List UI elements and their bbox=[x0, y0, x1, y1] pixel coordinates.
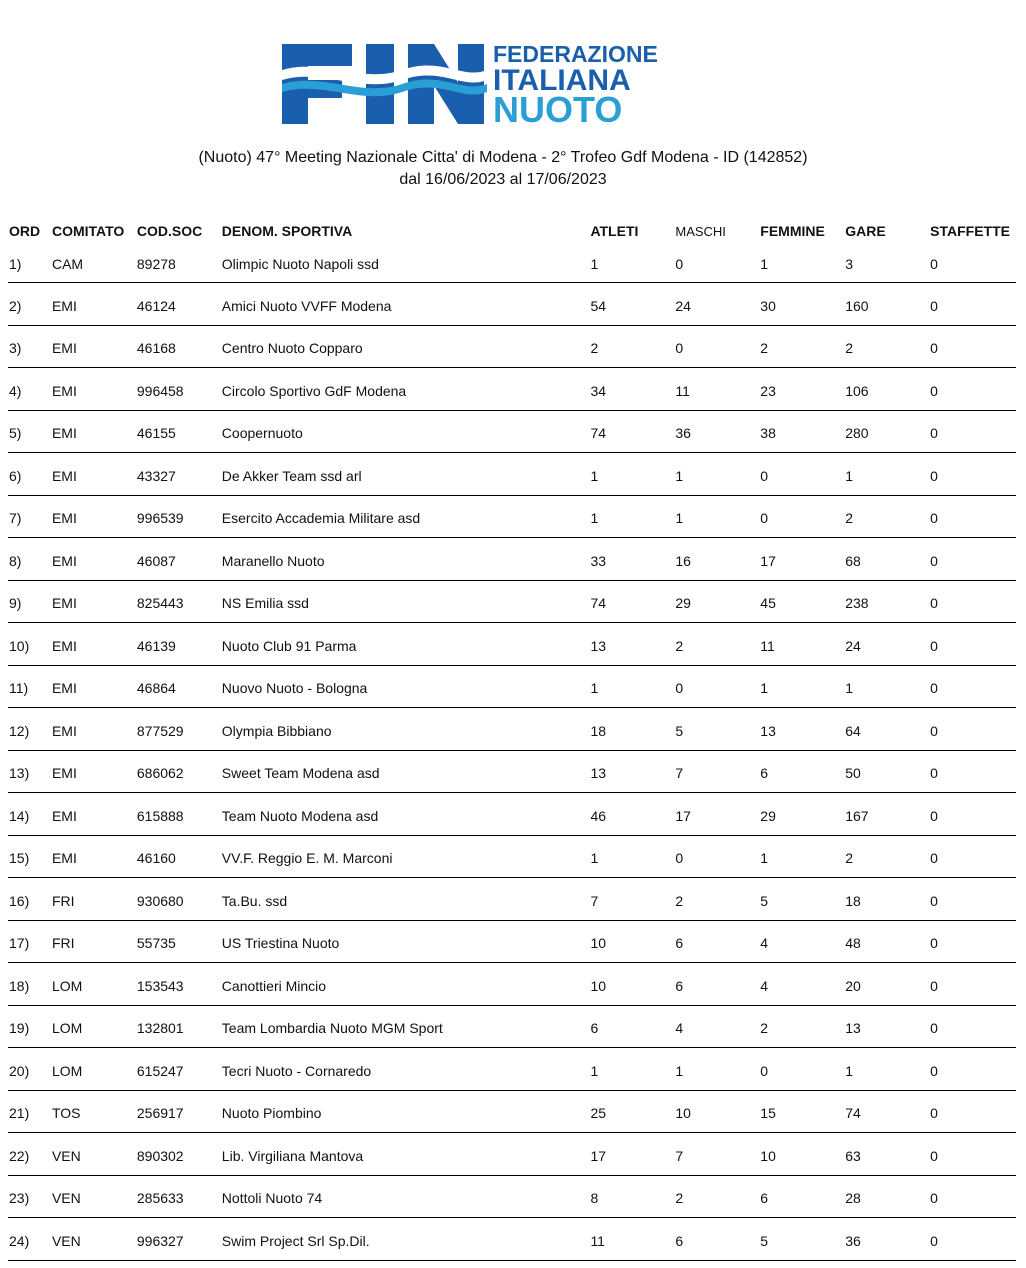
cell-ord: 9) bbox=[9, 595, 22, 612]
cell-sta: 0 bbox=[930, 807, 938, 824]
cell-cod: 132801 bbox=[136, 1020, 184, 1037]
cell-ord: 17) bbox=[9, 935, 30, 952]
cell-sta: 0 bbox=[930, 340, 938, 357]
cell-gar: 1 bbox=[845, 467, 853, 484]
cell-fem: 10 bbox=[760, 1147, 776, 1164]
cell-ord: 15) bbox=[9, 850, 30, 867]
cell-cod: 46160 bbox=[136, 850, 176, 867]
cell-mas: 4 bbox=[675, 1020, 684, 1037]
cell-ord: 16) bbox=[9, 892, 30, 909]
cell-com: EMI bbox=[51, 297, 77, 314]
cell-den: Nuovo Nuoto - Bologna bbox=[221, 680, 368, 697]
cell-ord: 20) bbox=[9, 1062, 30, 1079]
cell-gar: 68 bbox=[845, 552, 861, 569]
cell-mas: 1 bbox=[675, 510, 684, 527]
cell-fem: 13 bbox=[760, 722, 776, 739]
cell-mas: 16 bbox=[675, 552, 691, 569]
table-row bbox=[8, 283, 1016, 326]
table-row bbox=[8, 368, 1016, 411]
cell-sta: 0 bbox=[930, 765, 938, 782]
cell-gar: 36 bbox=[845, 1232, 861, 1249]
cell-atl: 17 bbox=[590, 1147, 607, 1164]
cell-gar: 160 bbox=[845, 297, 869, 314]
cell-com: FRI bbox=[51, 935, 75, 952]
cell-atl: 25 bbox=[590, 1105, 607, 1122]
table-row bbox=[8, 963, 1016, 1006]
cell-fem: 2 bbox=[760, 1020, 769, 1037]
cell-mas: 6 bbox=[675, 977, 684, 994]
cell-gar: 50 bbox=[845, 765, 861, 782]
cell-sta: 0 bbox=[930, 510, 938, 527]
table-row bbox=[8, 453, 1016, 496]
cell-gar: 20 bbox=[845, 977, 861, 994]
cell-com: EMI bbox=[51, 510, 77, 527]
table-row bbox=[8, 623, 1016, 666]
cell-ord: 6) bbox=[9, 467, 22, 484]
cell-gar: 63 bbox=[845, 1147, 861, 1164]
cell-sta: 0 bbox=[930, 935, 938, 952]
cell-gar: 24 bbox=[845, 637, 861, 654]
cell-cod: 89278 bbox=[136, 256, 176, 272]
cell-mas: 10 bbox=[675, 1105, 691, 1122]
cell-mas: 2 bbox=[675, 1190, 684, 1207]
cell-ord: 14) bbox=[9, 807, 30, 824]
cell-atl: 33 bbox=[590, 552, 607, 569]
cell-com: EMI bbox=[51, 467, 77, 484]
cell-sta: 0 bbox=[930, 595, 938, 612]
cell-den: Coopernuoto bbox=[221, 425, 303, 442]
cell-sta: 0 bbox=[930, 382, 938, 399]
cell-ord: 18) bbox=[9, 977, 30, 994]
cell-gar: 280 bbox=[845, 425, 869, 442]
cell-atl: 1 bbox=[590, 680, 599, 697]
cell-fem: 23 bbox=[760, 382, 776, 399]
cell-com: EMI bbox=[51, 382, 77, 399]
cell-sta: 0 bbox=[930, 1105, 938, 1122]
cell-ord: 1) bbox=[9, 256, 22, 272]
cell-atl: 6 bbox=[590, 1020, 599, 1037]
cell-den: Ta.Bu. ssd bbox=[221, 892, 288, 909]
cell-cod: 55735 bbox=[136, 935, 176, 952]
cell-ord: 8) bbox=[9, 552, 22, 569]
cell-atl: 10 bbox=[590, 935, 607, 952]
table-row bbox=[8, 1048, 1016, 1091]
cell-gar: 2 bbox=[845, 510, 853, 527]
cell-fem: 29 bbox=[760, 807, 776, 824]
table-row bbox=[8, 1176, 1016, 1219]
cell-ord: 22) bbox=[9, 1147, 30, 1164]
cell-den: VV.F. Reggio E. M. Marconi bbox=[221, 850, 393, 867]
cell-sta: 0 bbox=[930, 1062, 938, 1079]
cell-cod: 825443 bbox=[136, 595, 184, 612]
cell-mas: 7 bbox=[675, 1147, 684, 1164]
cell-fem: 1 bbox=[760, 850, 769, 867]
cell-cod: 877529 bbox=[136, 722, 184, 739]
cell-den: Olympia Bibbiano bbox=[221, 722, 332, 739]
cell-atl: 11 bbox=[590, 1232, 605, 1249]
table-row bbox=[8, 242, 1016, 283]
cell-sta: 0 bbox=[930, 1020, 938, 1037]
header-staffette: STAFFETTE bbox=[930, 223, 1010, 239]
cell-fem: 1 bbox=[760, 680, 769, 697]
header-codsoc: COD.SOC bbox=[136, 223, 203, 239]
cell-cod: 996327 bbox=[136, 1232, 184, 1249]
cell-gar: 28 bbox=[845, 1190, 861, 1207]
cell-mas: 0 bbox=[675, 680, 684, 697]
cell-gar: 74 bbox=[845, 1105, 861, 1122]
cell-ord: 11) bbox=[9, 680, 29, 697]
cell-mas: 11 bbox=[675, 382, 690, 399]
table-header bbox=[8, 220, 1016, 242]
cell-den: Circolo Sportivo GdF Modena bbox=[221, 382, 407, 399]
cell-cod: 285633 bbox=[136, 1190, 184, 1207]
cell-fem: 11 bbox=[760, 637, 775, 654]
header-femmine: FEMMINE bbox=[760, 223, 825, 239]
cell-atl: 7 bbox=[590, 892, 599, 909]
cell-ord: 21) bbox=[9, 1105, 30, 1122]
cell-den: De Akker Team ssd arl bbox=[221, 467, 362, 484]
cell-gar: 167 bbox=[845, 807, 869, 824]
cell-ord: 13) bbox=[9, 765, 30, 782]
cell-atl: 18 bbox=[590, 722, 607, 739]
cell-com: EMI bbox=[51, 765, 77, 782]
cell-cod: 46139 bbox=[136, 637, 176, 654]
table-row bbox=[8, 1091, 1016, 1134]
header-gare: GARE bbox=[845, 223, 886, 239]
logo-line3: NUOTO bbox=[493, 89, 623, 126]
cell-gar: 106 bbox=[845, 382, 869, 399]
cell-cod: 615247 bbox=[136, 1062, 184, 1079]
cell-mas: 6 bbox=[675, 935, 684, 952]
cell-sta: 0 bbox=[930, 1232, 938, 1249]
cell-sta: 0 bbox=[930, 892, 938, 909]
cell-atl: 1 bbox=[590, 467, 599, 484]
cell-den: Maranello Nuoto bbox=[221, 552, 325, 569]
cell-den: Swim Project Srl Sp.Dil. bbox=[221, 1232, 370, 1249]
cell-sta: 0 bbox=[930, 680, 938, 697]
table-row bbox=[8, 581, 1016, 624]
cell-gar: 3 bbox=[845, 256, 853, 272]
cell-mas: 17 bbox=[675, 807, 691, 824]
cell-sta: 0 bbox=[930, 425, 938, 442]
cell-sta: 0 bbox=[930, 297, 938, 314]
header-comitato: COMITATO bbox=[51, 223, 125, 239]
cell-sta: 0 bbox=[930, 977, 938, 994]
cell-mas: 5 bbox=[675, 722, 684, 739]
cell-fem: 45 bbox=[760, 595, 776, 612]
cell-gar: 48 bbox=[845, 935, 861, 952]
cell-den: NS Emilia ssd bbox=[221, 595, 309, 612]
table-row bbox=[8, 793, 1016, 836]
cell-den: Sweet Team Modena asd bbox=[221, 765, 380, 782]
cell-com: EMI bbox=[51, 807, 77, 824]
cell-gar: 1 bbox=[845, 680, 853, 697]
cell-sta: 0 bbox=[930, 1147, 938, 1164]
cell-den: Nuoto Piombino bbox=[221, 1105, 322, 1122]
table-row bbox=[8, 751, 1016, 794]
table-row bbox=[8, 411, 1016, 454]
cell-fem: 6 bbox=[760, 1190, 769, 1207]
table-body bbox=[8, 242, 1016, 1261]
cell-den: Nuoto Club 91 Parma bbox=[221, 637, 357, 654]
cell-cod: 686062 bbox=[136, 765, 184, 782]
cell-mas: 1 bbox=[675, 467, 684, 484]
cell-cod: 996539 bbox=[136, 510, 184, 527]
cell-com: EMI bbox=[51, 340, 77, 357]
table-row bbox=[8, 496, 1016, 539]
cell-sta: 0 bbox=[930, 637, 938, 654]
cell-atl: 34 bbox=[590, 382, 607, 399]
cell-cod: 996458 bbox=[136, 382, 184, 399]
table-row bbox=[8, 836, 1016, 879]
table-row bbox=[8, 878, 1016, 921]
cell-mas: 0 bbox=[675, 256, 684, 272]
cell-mas: 36 bbox=[675, 425, 691, 442]
cell-com: VEN bbox=[51, 1232, 81, 1249]
cell-den: Team Nuoto Modena asd bbox=[221, 807, 379, 824]
cell-cod: 930680 bbox=[136, 892, 184, 909]
cell-ord: 12) bbox=[9, 722, 30, 739]
cell-fem: 0 bbox=[760, 467, 769, 484]
cell-den: Tecri Nuoto - Cornaredo bbox=[221, 1062, 372, 1079]
cell-sta: 0 bbox=[930, 1190, 938, 1207]
cell-com: EMI bbox=[51, 850, 77, 867]
event-dates: dal 16/06/2023 al 17/06/2023 bbox=[399, 171, 607, 188]
logo-line1: FEDERAZIONE bbox=[493, 41, 658, 67]
cell-cod: 153543 bbox=[136, 977, 184, 994]
cell-mas: 0 bbox=[675, 340, 684, 357]
cell-mas: 29 bbox=[675, 595, 691, 612]
cell-den: Esercito Accademia Militare asd bbox=[221, 510, 421, 527]
cell-fem: 17 bbox=[760, 552, 776, 569]
cell-cod: 46087 bbox=[136, 552, 176, 569]
cell-gar: 18 bbox=[845, 892, 861, 909]
cell-fem: 4 bbox=[760, 935, 769, 952]
cell-ord: 7) bbox=[9, 510, 22, 527]
societies-table bbox=[8, 220, 1016, 1261]
cell-atl: 2 bbox=[590, 340, 599, 357]
cell-gar: 238 bbox=[845, 595, 869, 612]
cell-atl: 13 bbox=[590, 765, 607, 782]
cell-gar: 2 bbox=[845, 850, 853, 867]
event-title: (Nuoto) 47° Meeting Nazionale Citta' di Modena - 2° Trofeo Gdf Modena - ID (142852) bbox=[198, 149, 808, 166]
cell-ord: 23) bbox=[9, 1190, 30, 1207]
cell-atl: 74 bbox=[590, 425, 607, 442]
cell-com: VEN bbox=[51, 1190, 81, 1207]
cell-fem: 6 bbox=[760, 765, 769, 782]
table-row bbox=[8, 666, 1016, 709]
cell-atl: 1 bbox=[590, 850, 599, 867]
cell-ord: 24) bbox=[9, 1232, 30, 1249]
cell-fem: 0 bbox=[760, 510, 769, 527]
cell-den: US Triestina Nuoto bbox=[221, 935, 340, 952]
cell-fem: 1 bbox=[760, 256, 769, 272]
cell-mas: 1 bbox=[675, 1062, 684, 1079]
cell-atl: 1 bbox=[590, 510, 599, 527]
cell-fem: 5 bbox=[760, 1232, 769, 1249]
cell-sta: 0 bbox=[930, 467, 938, 484]
cell-com: EMI bbox=[51, 722, 77, 739]
cell-mas: 2 bbox=[675, 892, 684, 909]
cell-gar: 64 bbox=[845, 722, 861, 739]
table-row bbox=[8, 1218, 1016, 1261]
cell-den: Canottieri Mincio bbox=[221, 977, 327, 994]
header-ord: ORD bbox=[9, 223, 41, 239]
cell-com: EMI bbox=[51, 425, 77, 442]
cell-com: EMI bbox=[51, 680, 77, 697]
cell-den: Lib. Virgiliana Mantova bbox=[221, 1147, 364, 1164]
cell-cod: 256917 bbox=[136, 1105, 184, 1122]
cell-cod: 46168 bbox=[136, 340, 176, 357]
cell-ord: 10) bbox=[9, 637, 30, 654]
cell-atl: 8 bbox=[590, 1190, 599, 1207]
cell-com: LOM bbox=[51, 1020, 83, 1037]
cell-den: Centro Nuoto Copparo bbox=[221, 340, 363, 357]
cell-cod: 43327 bbox=[136, 467, 176, 484]
cell-fem: 38 bbox=[760, 425, 776, 442]
cell-cod: 46155 bbox=[136, 425, 176, 442]
cell-com: EMI bbox=[51, 552, 77, 569]
header-denom: DENOM. SPORTIVA bbox=[221, 223, 353, 239]
logo-line2: ITALIANA bbox=[493, 64, 631, 97]
cell-fem: 30 bbox=[760, 297, 776, 314]
cell-den: Olimpic Nuoto Napoli ssd bbox=[221, 256, 379, 272]
cell-atl: 13 bbox=[590, 637, 607, 654]
cell-cod: 890302 bbox=[136, 1147, 184, 1164]
cell-sta: 0 bbox=[930, 552, 938, 569]
cell-atl: 1 bbox=[590, 256, 599, 272]
cell-com: FRI bbox=[51, 892, 75, 909]
header-atleti: ATLETI bbox=[590, 223, 639, 239]
cell-com: LOM bbox=[51, 977, 83, 994]
cell-com: LOM bbox=[51, 1062, 83, 1079]
cell-fem: 2 bbox=[760, 340, 769, 357]
cell-sta: 0 bbox=[930, 256, 938, 272]
cell-ord: 5) bbox=[9, 425, 22, 442]
cell-cod: 46864 bbox=[136, 680, 176, 697]
table-row bbox=[8, 1133, 1016, 1176]
cell-fem: 15 bbox=[760, 1105, 776, 1122]
cell-com: EMI bbox=[51, 595, 77, 612]
cell-mas: 24 bbox=[675, 297, 691, 314]
cell-gar: 1 bbox=[845, 1062, 853, 1079]
cell-com: VEN bbox=[51, 1147, 81, 1164]
table-row bbox=[8, 1006, 1016, 1049]
cell-atl: 10 bbox=[590, 977, 607, 994]
cell-fem: 0 bbox=[760, 1062, 769, 1079]
cell-ord: 4) bbox=[9, 382, 22, 399]
table-row bbox=[8, 921, 1016, 964]
cell-cod: 46124 bbox=[136, 297, 176, 314]
fin-logo bbox=[282, 40, 662, 126]
table-row bbox=[8, 326, 1016, 369]
table-row bbox=[8, 708, 1016, 751]
cell-den: Nottoli Nuoto 74 bbox=[221, 1190, 323, 1207]
cell-gar: 2 bbox=[845, 340, 853, 357]
table-row bbox=[8, 538, 1016, 581]
cell-sta: 0 bbox=[930, 850, 938, 867]
cell-cod: 615888 bbox=[136, 807, 184, 824]
cell-gar: 13 bbox=[845, 1020, 861, 1037]
cell-com: EMI bbox=[51, 637, 77, 654]
cell-com: CAM bbox=[51, 256, 84, 272]
cell-mas: 6 bbox=[675, 1232, 684, 1249]
cell-com: TOS bbox=[51, 1105, 81, 1122]
cell-ord: 19) bbox=[9, 1020, 30, 1037]
cell-sta: 0 bbox=[930, 722, 938, 739]
fin-logo-graphic bbox=[282, 40, 662, 126]
cell-atl: 54 bbox=[590, 297, 607, 314]
cell-atl: 74 bbox=[590, 595, 607, 612]
cell-fem: 5 bbox=[760, 892, 769, 909]
cell-atl: 1 bbox=[590, 1062, 599, 1079]
cell-mas: 0 bbox=[675, 850, 684, 867]
cell-ord: 3) bbox=[9, 340, 22, 357]
cell-mas: 7 bbox=[675, 765, 684, 782]
cell-ord: 2) bbox=[9, 297, 22, 314]
cell-mas: 2 bbox=[675, 637, 684, 654]
cell-fem: 4 bbox=[760, 977, 769, 994]
cell-den: Team Lombardia Nuoto MGM Sport bbox=[221, 1020, 443, 1037]
cell-atl: 46 bbox=[590, 807, 607, 824]
cell-den: Amici Nuoto VVFF Modena bbox=[221, 297, 392, 314]
header-maschi: MASCHI bbox=[675, 223, 726, 239]
